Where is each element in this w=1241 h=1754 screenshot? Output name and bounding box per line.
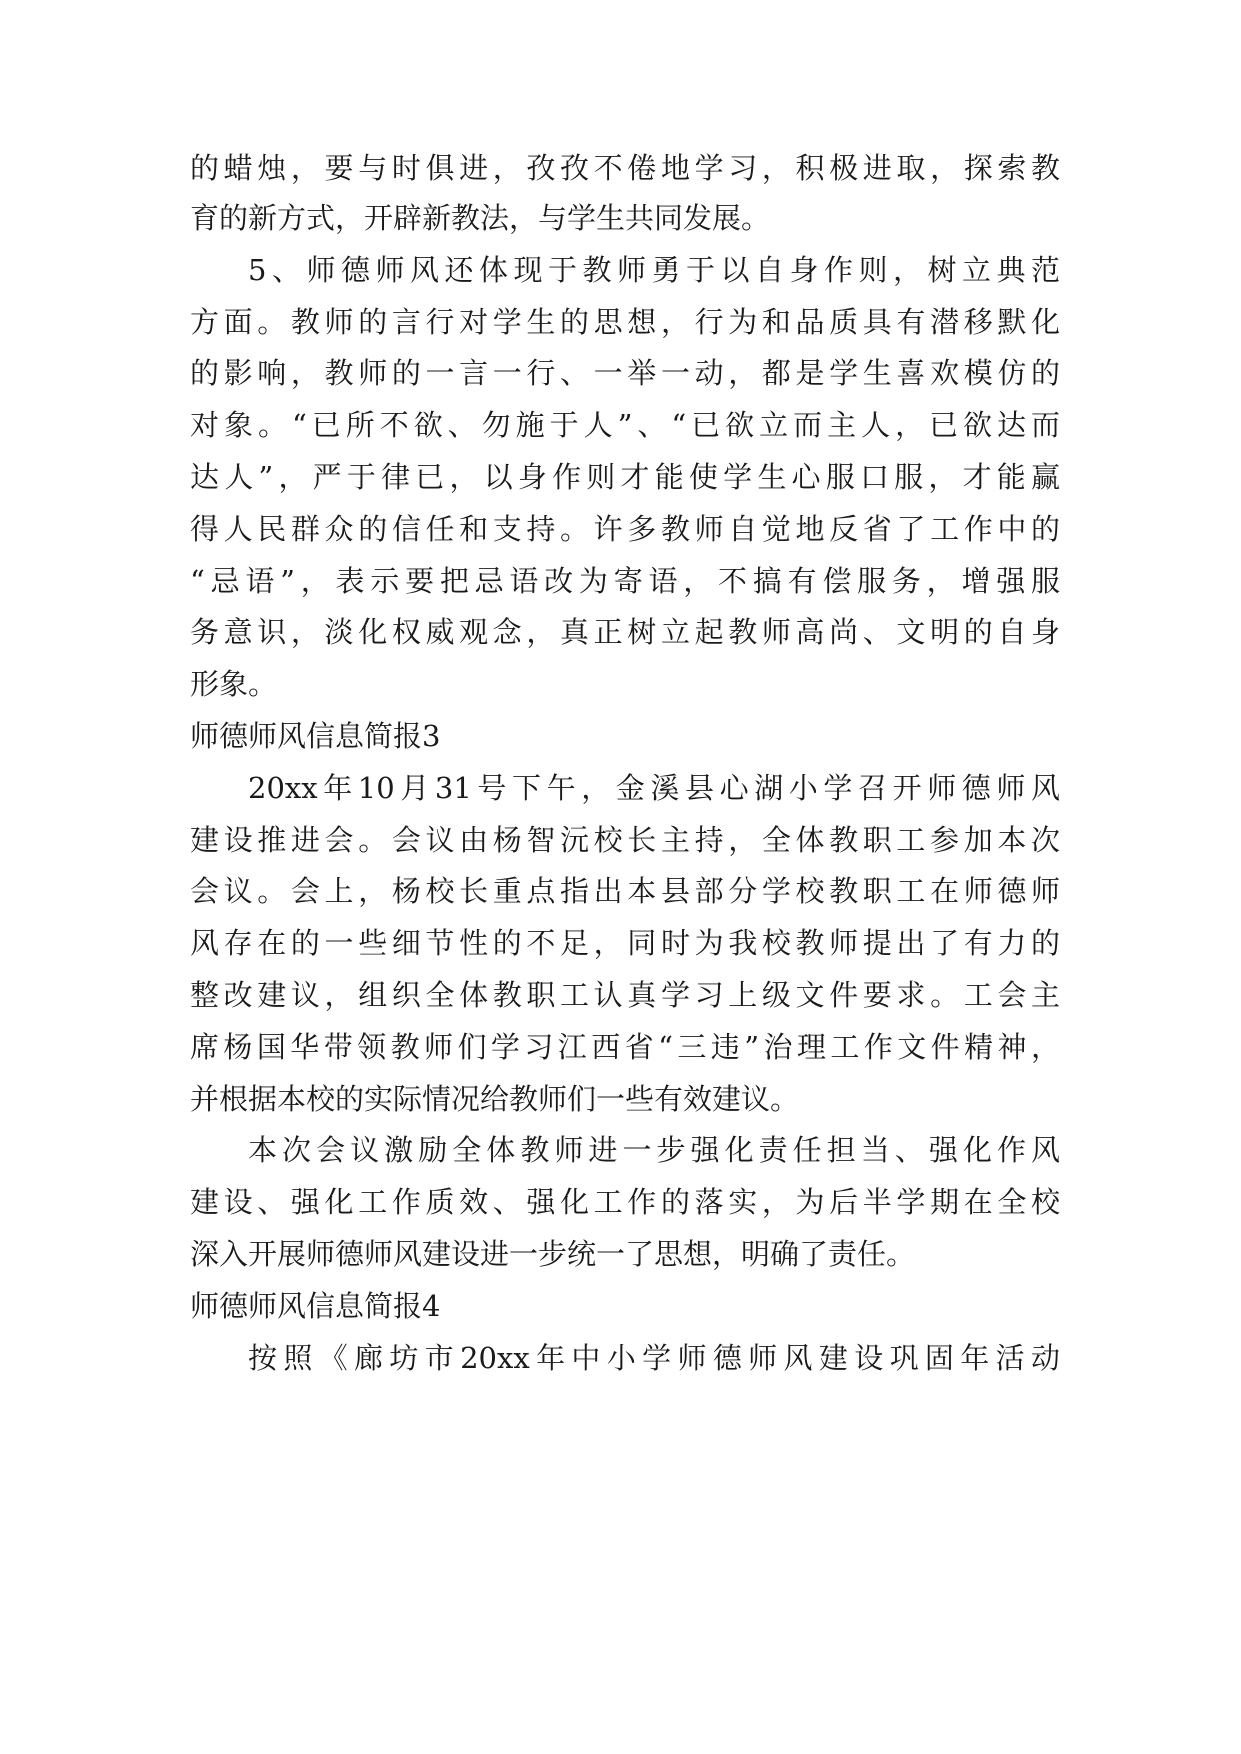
- paragraph-line: 5、师德师风还体现于教师勇于以自身作则，树立典范: [248, 253, 1060, 287]
- paragraph-line: 整改建议，组织全体教职工认真学习上级文件要求。工会主: [190, 978, 1060, 1012]
- paragraph-line: 的影响，教师的一言一行、一举一动，都是学生喜欢模仿的: [190, 356, 1060, 390]
- paragraph-line: 的蜡烛，要与时俱进，孜孜不倦地学习，积极进取，探索教: [190, 151, 1060, 185]
- paragraph-line: 对象。“已所不欲、勿施于人”、“已欲立而主人，已欲达而: [190, 408, 1060, 442]
- paragraph-line: 建设、强化工作质效、强化工作的落实，为后半学期在全校: [190, 1185, 1060, 1219]
- section-heading: 师德师风信息简报4: [190, 1289, 441, 1323]
- paragraph-line: 并根据本校的实际情况给教师们一些有效建议。: [190, 1082, 800, 1116]
- paragraph-line: 达人”，严于律已，以身作则才能使学生心服口服，才能赢: [190, 460, 1060, 494]
- paragraph-line: 深入开展师德师风建设进一步统一了思想，明确了责任。: [190, 1237, 916, 1271]
- paragraph-line: 务意识，淡化权威观念，真正树立起教师高尚、文明的自身: [190, 615, 1060, 649]
- paragraph-line: 本次会议激励全体教师进一步强化责任担当、强化作风: [248, 1133, 1060, 1167]
- paragraph-line: 按照《廊坊市20xx年中小学师德师风建设巩固年活动: [248, 1341, 1060, 1375]
- paragraph-line: 席杨国华带领教师们学习江西省“三违”治理工作文件精神，: [190, 1030, 1060, 1064]
- section-heading: 师德师风信息简报3: [190, 719, 441, 753]
- paragraph-line: 建设推进会。会议由杨智沅校长主持，全体教职工参加本次: [190, 823, 1060, 857]
- paragraph-line: 20xx年10月31号下午，金溪县心湖小学召开师德师风: [248, 771, 1060, 805]
- paragraph-line: 育的新方式，开辟新教法，与学生共同发展。: [190, 201, 771, 235]
- paragraph-line: 得人民群众的信任和支持。许多教师自觉地反省了工作中的: [190, 512, 1060, 546]
- paragraph-line: 形象。: [190, 667, 278, 701]
- paragraph-line: 风存在的一些细节性的不足，同时为我校教师提出了有力的: [190, 926, 1060, 960]
- paragraph-line: 会议。会上，杨校长重点指出本县部分学校教职工在师德师: [190, 874, 1060, 908]
- paragraph-line: “忌语”，表示要把忌语改为寄语，不搞有偿服务，增强服: [190, 564, 1060, 598]
- paragraph-line: 方面。教师的言行对学生的思想，行为和品质具有潜移默化: [190, 305, 1060, 339]
